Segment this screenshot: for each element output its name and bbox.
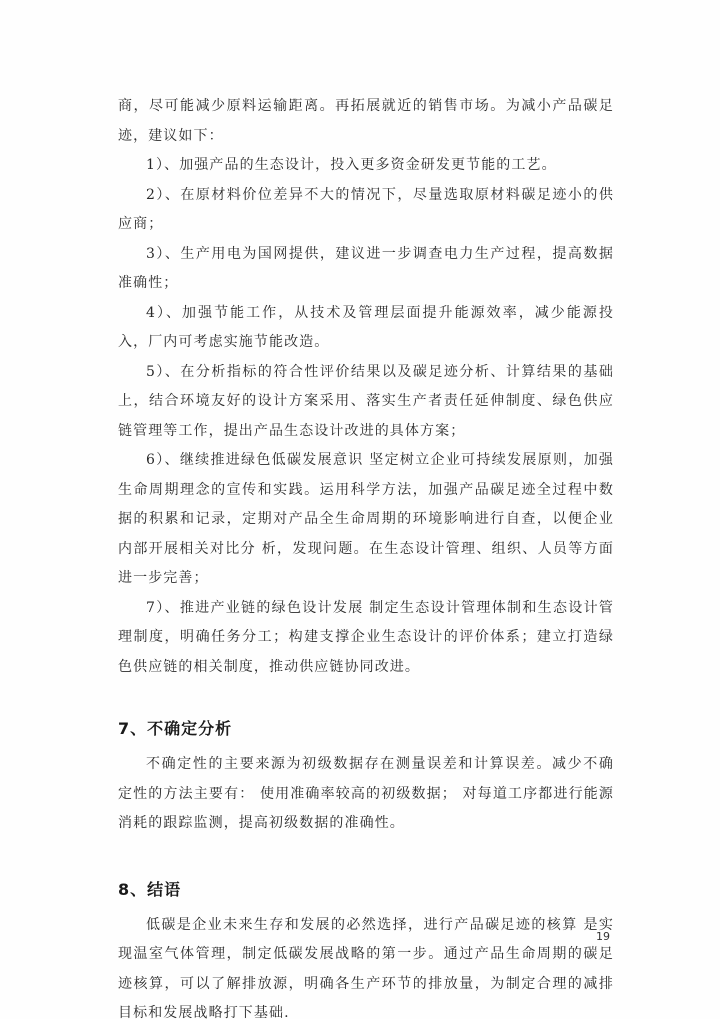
suggestion-1: 1）、加强产品的生态设计，投入更多资金研发更节能的工艺。 [146,157,557,173]
section-8-heading: 8、结语 [118,879,182,899]
suggestion-5: 5）、在分析指标的符合性评价结果以及碳足迹分析、计算结果的基础上，结合环境友好的设计方案采用、落实生产者责任延伸制度、绿色供应链管理等工作，提出产品生态设计改进的具体方案； [118,363,614,439]
suggestion-6: 6）、继续推进绿色低碳发展意识 坚定树立企业可持续发展原则，加强生命周期理念的宣传和实践。运用科学方法，加强产品碳足迹全过程中数据的积累和记录，定期对产品全生命周期的环境影响进行自查，以便企业内部开展相关对比分 析，发现问题。在生态设计管理、组织、人员等方面进一步完善； [118,452,614,586]
suggestion-3: 3）、生产用电为国网提供，建议进一步调查电力生产过程，提高数据准确性； [118,245,614,291]
section-7-body: 不确定性的主要来源为初级数据存在测量误差和计算误差。减少不确定性的方法主要有： 使用准确率较高的初级数据； 对每道工序都进行能源消耗的跟踪监测，提高初级数据的准确性。 [118,756,614,831]
page-number: 19 [596,930,610,943]
suggestion-7: 7）、推进产业链的绿色设计发展 制定生态设计管理体制和生态设计管理制度，明确任务分工；构建支撑企业生态设计的评价体系；建立打造绿色供应链的相关制度，推动供应链协同改进。 [118,599,614,675]
page-content [118,92,614,1029]
suggestion-4: 4）、加强节能工作，从技术及管理层面提升能源效率，减少能源投入，厂内可考虑实施节能改造。 [118,304,614,350]
suggestion-2: 2）、在原材料价位差异不大的情况下，尽量选取原材料碳足迹小的供应商； [118,186,614,232]
section-7-heading: 7、不确定分析 [118,719,233,738]
intro-paragraph: 商，尽可能减少原料运输距离。再拓展就近的销售市场。为减小产品碳足迹，建议如下： [118,98,614,144]
section-8-body: 低碳是企业未来生存和发展的必然选择，进行产品碳足迹的核算 是实现温室气体管理，制定低碳发展战略的第一步。通过产品生命周期的碳足迹核算，可以了解排放源，明确各生产环节的排放量，为制定合理的减排目标和发展战略打下基础. [118,916,614,1021]
